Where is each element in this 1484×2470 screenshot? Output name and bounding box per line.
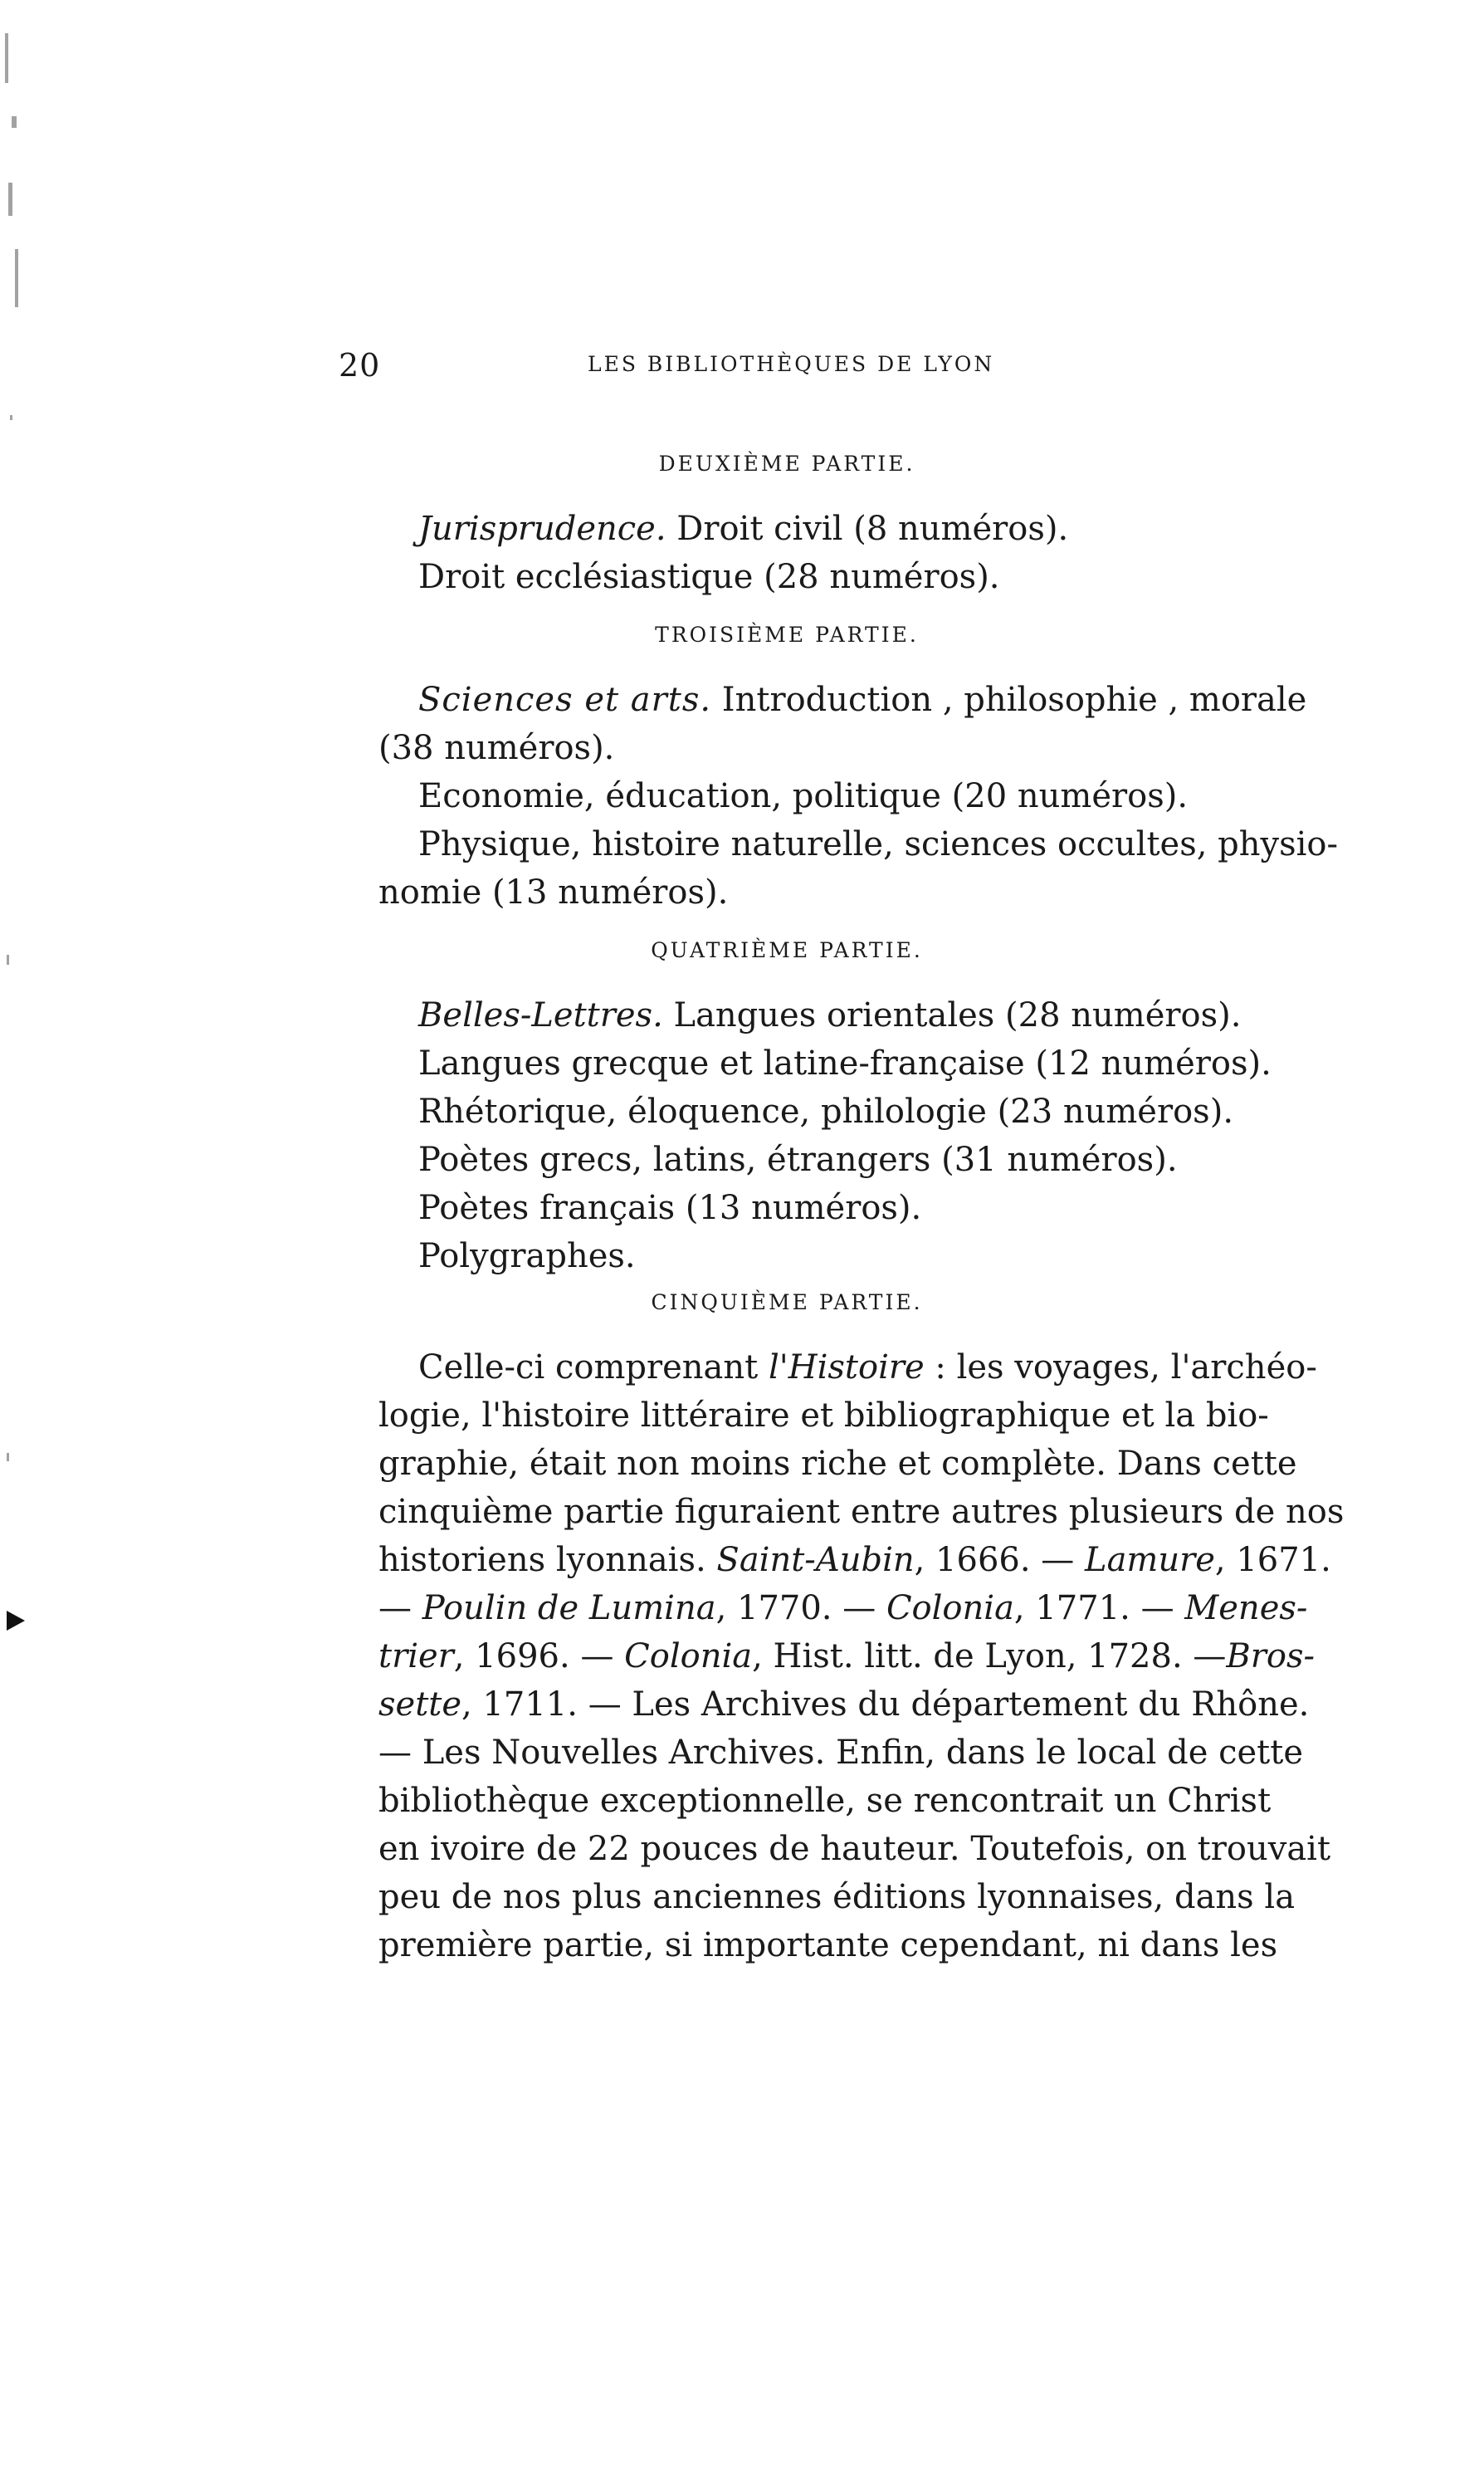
text-line: Poètes grecs, latins, étrangers (31 numéros).	[418, 1141, 1178, 1179]
text-line: sette, 1711. — Les Archives du département du Rhône.	[378, 1685, 1310, 1724]
section-heading-troisieme: TROISIÈME PARTIE.	[655, 623, 919, 647]
text-line: Celle-ci comprenant l'Histoire : les voyages, l'archéo-	[418, 1348, 1317, 1387]
section-heading-quatrieme: QUATRIÈME PARTIE.	[651, 938, 923, 962]
text-line: Physique, histoire naturelle, sciences occultes, physio-	[418, 825, 1339, 863]
text-line: Economie, éducation, politique (20 numéros).	[418, 777, 1189, 815]
scan-speck	[7, 1453, 9, 1461]
text-line: Poètes français (13 numéros).	[418, 1189, 922, 1227]
text-line: graphie, était non moins riche et complète. Dans cette	[378, 1445, 1297, 1483]
scan-speck	[15, 249, 18, 307]
section-body-deuxieme	[339, 505, 1235, 601]
section-body-troisieme	[339, 676, 1339, 917]
text-line: Belles-Lettres. Langues orientales (28 numéros).	[418, 996, 1242, 1034]
text-line: historiens lyonnais. Saint-Aubin, 1666. — Lamure, 1671.	[378, 1541, 1331, 1579]
text-line: Polygraphes.	[418, 1237, 636, 1275]
running-header	[339, 347, 1235, 389]
text-line: logie, l'histoire littéraire et bibliographique et la bio-	[378, 1396, 1269, 1435]
text-line: Jurisprudence. Droit civil (8 numéros).	[418, 510, 1069, 548]
text-line: — Poulin de Lumina, 1770. — Colonia, 1771. — Menes-	[378, 1589, 1308, 1627]
scan-speck	[8, 183, 12, 216]
text-line: en ivoire de 22 pouces de hauteur. Toutefois, on trouvait	[378, 1830, 1331, 1868]
text-line: trier, 1696. — Colonia, Hist. litt. de Lyon, 1728. —Bros-	[378, 1637, 1316, 1675]
text-line: (38 numéros).	[378, 729, 615, 767]
page-body	[339, 432, 1345, 1969]
scan-speck	[10, 415, 12, 420]
margin-arrow-mark	[7, 1611, 25, 1631]
scan-speck	[12, 116, 17, 128]
page-number: 20	[339, 347, 381, 384]
text-line: Rhétorique, éloquence, philologie (23 numéros).	[418, 1093, 1234, 1131]
section-body-cinquieme	[339, 1343, 1345, 1969]
section-body-quatrieme	[339, 991, 1272, 1280]
text-line: bibliothèque exceptionnelle, se rencontrait un Christ	[378, 1782, 1272, 1820]
text-line: Sciences et arts. Introduction , philosophie , morale	[418, 681, 1307, 719]
text-line: première partie, si importante cependant, ni dans les	[378, 1926, 1278, 1964]
text-line: Langues grecque et latine-française (12 numéros).	[418, 1044, 1272, 1083]
section-heading-deuxieme: DEUXIÈME PARTIE.	[658, 452, 915, 476]
scan-speck	[7, 955, 9, 965]
text-line: peu de nos plus anciennes éditions lyonnaises, dans la	[378, 1878, 1296, 1916]
text-line: cinquième partie figuraient entre autres plusieurs de nos	[378, 1493, 1345, 1531]
text-line: nomie (13 numéros).	[378, 873, 729, 912]
text-line: Droit ecclésiastique (28 numéros).	[418, 558, 1000, 596]
text-line: — Les Nouvelles Archives. Enfin, dans le local de cette	[378, 1734, 1303, 1772]
section-heading-cinquieme: CINQUIÈME PARTIE.	[651, 1290, 923, 1314]
scan-speck	[5, 33, 8, 83]
running-title: LES BIBLIOTHÈQUES DE LYON	[588, 352, 995, 376]
